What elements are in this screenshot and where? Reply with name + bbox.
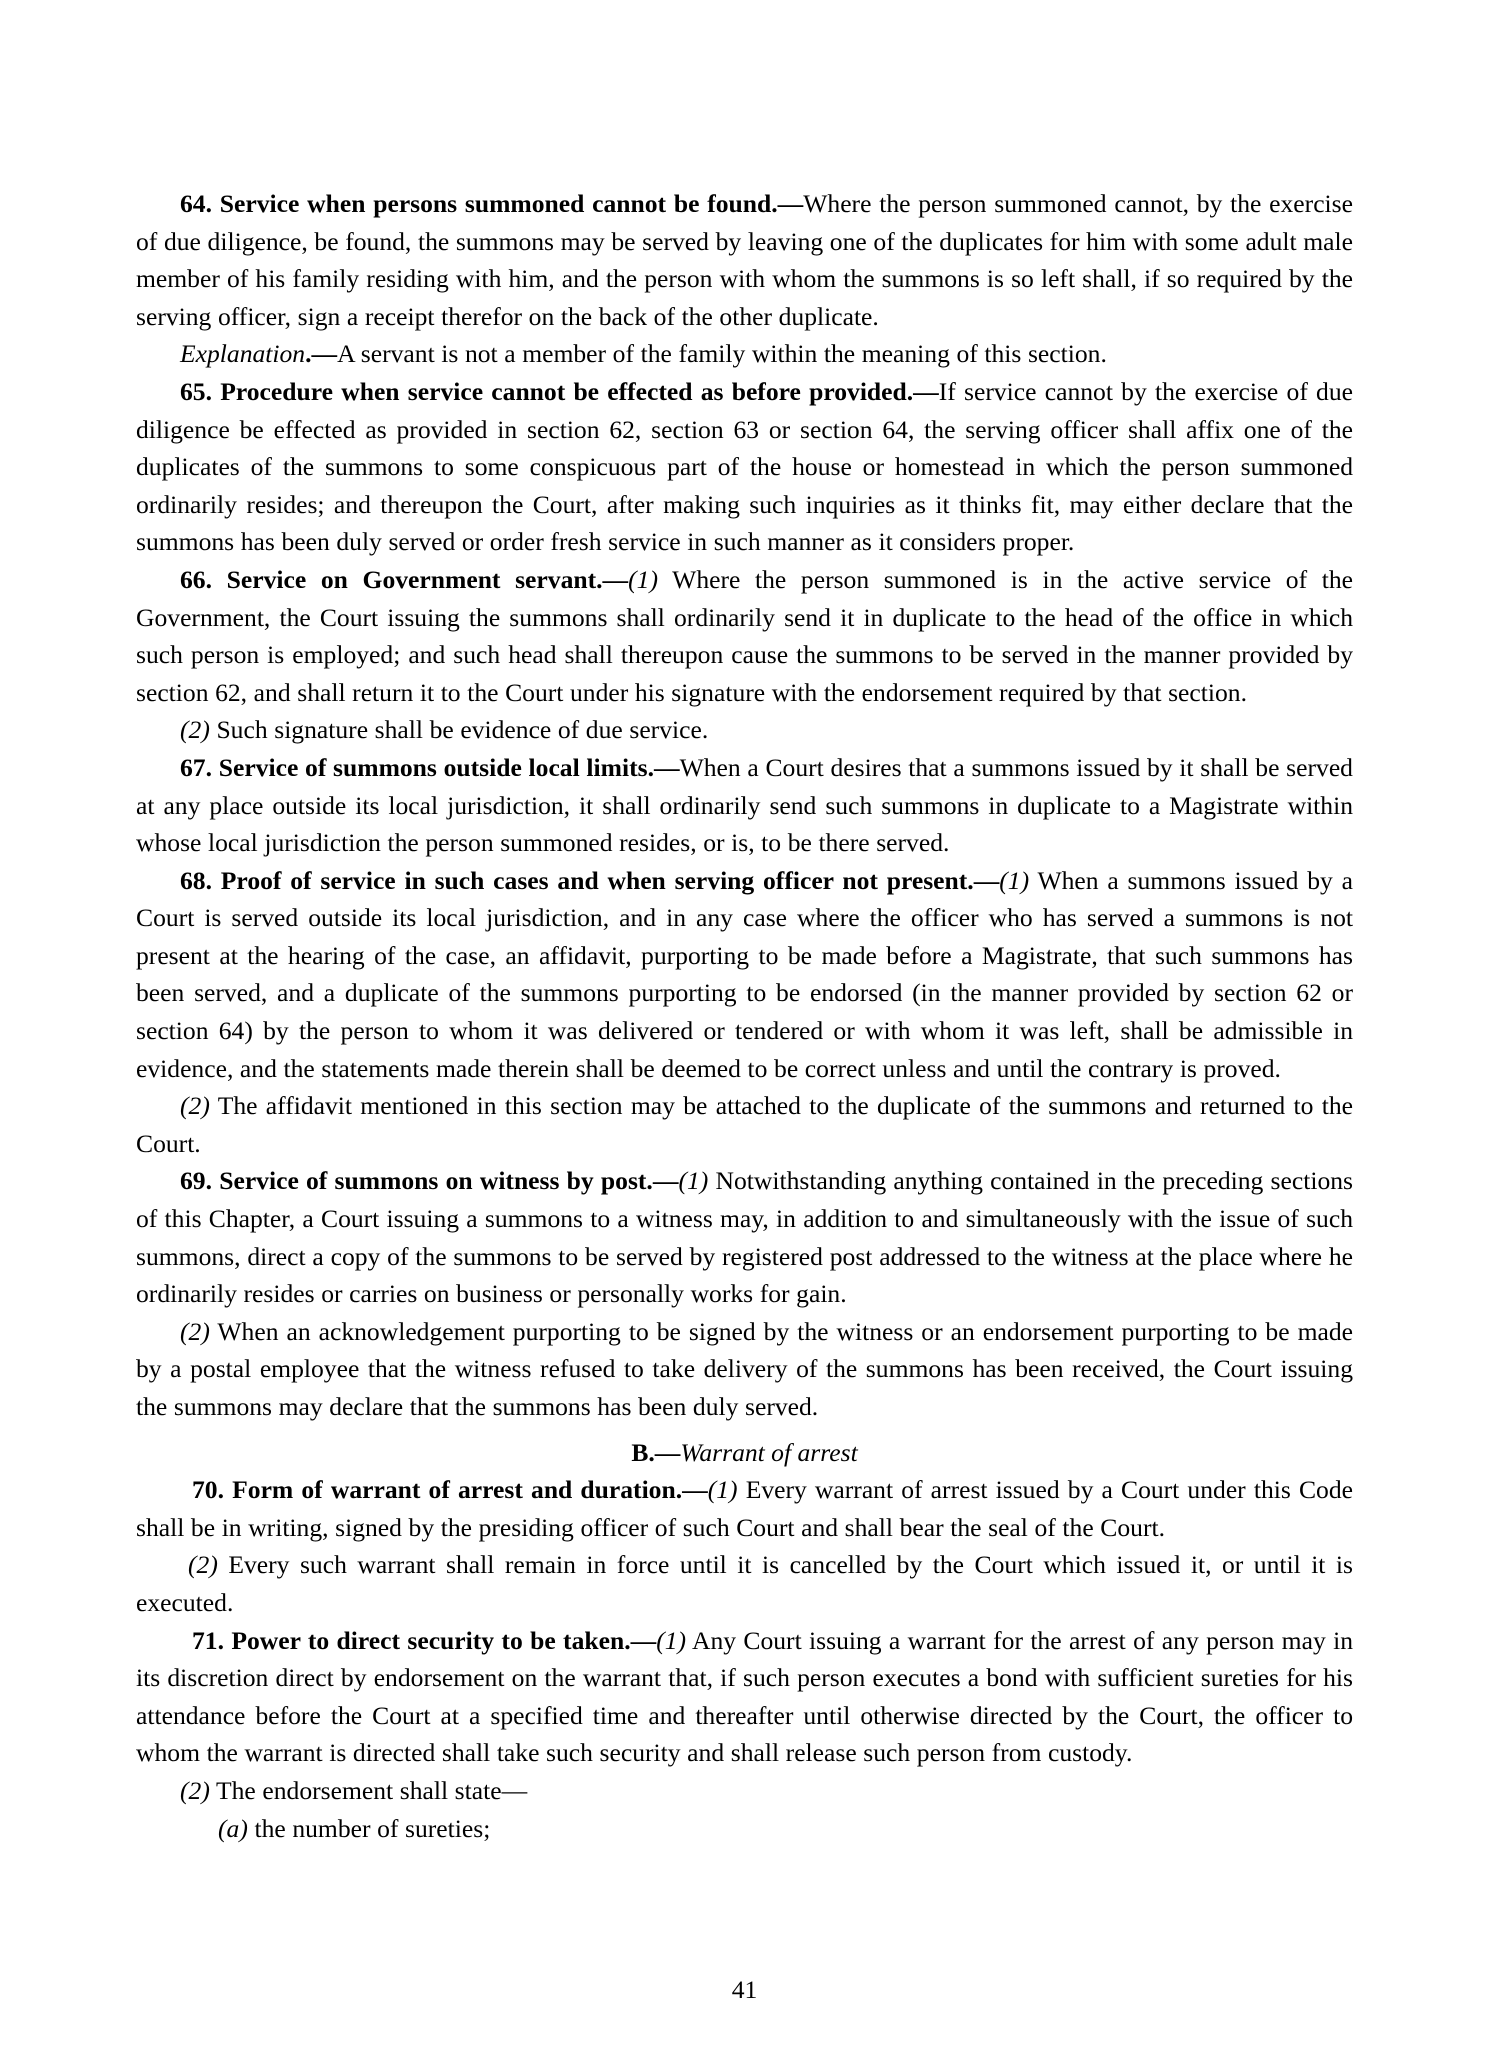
run-in-dash: — (652, 1166, 679, 1196)
subsection-number: (1) (999, 865, 1030, 895)
section-body: Where the person summoned is in the active service of the Government, the Court issuing the summons shall ordinarily send it in duplicate to the head of the office in which such person is employed; and such head shall thereupon cause the summons to be served in the manner provided by section 62, and shall return it to the Court under his signature with the endorsement required by that section. (136, 564, 1354, 707)
subsection-number: (2) (180, 1775, 210, 1805)
section-number: 71. (192, 1625, 224, 1655)
clause-body: the number of sureties; (254, 1813, 491, 1843)
section-71-subsection-2 (136, 1772, 1353, 1810)
section-70-subsection-2 (136, 1546, 1353, 1621)
part-letter: B. (631, 1437, 655, 1467)
subsection-body: Such signature shall be evidence of due service. (216, 715, 709, 745)
part-heading-b (136, 1434, 1353, 1472)
subsection-body: The endorsement shall state— (215, 1775, 528, 1805)
section-number: 64. (180, 189, 212, 218)
section-heading: Service when persons summoned cannot be found. (219, 189, 778, 218)
section-68-subsection-2 (136, 1087, 1353, 1162)
run-in-dash: — (682, 1475, 708, 1505)
section-body: Every warrant of arrest issued by a Court under this Code shall be in writing, signed by the presiding officer of such Court and shall bear the seal of the Court. (136, 1475, 1353, 1542)
section-number: 69. (180, 1166, 212, 1196)
section-number: 68. (180, 865, 212, 895)
section-body: Notwithstanding anything contained in the preceding sections of this Chapter, a Court issuing a summons to a witness may, in addition to and simultaneously with the issue of such summons, direct a copy of the summons to be served by registered post addressed to the witness at the place where he ordinarily resides or carries on business or personally works for gain. (136, 1166, 1353, 1309)
section-number: 67. (180, 752, 212, 782)
section-66-subsection-2 (136, 711, 1353, 749)
section-body: Any Court issuing a warrant for the arrest of any person may in its discretion direct by endorsement on the warrant that, if such person executes a bond with sufficient sureties for his attendance before the Court at a specified time and thereafter until otherwise directed by the Court, the officer to whom the warrant is directed shall take such security and shall release such person from custody. (136, 1625, 1353, 1768)
section-65 (136, 373, 1353, 561)
section-body: If service cannot by the exercise of due diligence be effected as provided in section 62, section 63 or section 64, the serving officer shall affix one of the duplicates of the summons to some conspicuous part of the house or homestead in which the person summoned ordinarily resides; and thereupon the Court, after making such inquiries as it thinks fit, may either declare that the summons has been duly served or order fresh service in such manner as it considers proper. (136, 376, 1354, 557)
section-heading: Service of summons on witness by post. (219, 1166, 653, 1196)
section-number: 70. (192, 1475, 224, 1505)
run-in-dash: — (653, 752, 680, 782)
subsection-number: (2) (180, 1091, 210, 1121)
run-in-dash: — (777, 189, 804, 218)
section-heading: Proof of service in such cases and when serving officer not present. (220, 865, 974, 895)
explanation-64 (136, 335, 1353, 373)
clause-letter: (a) (218, 1813, 248, 1843)
subsection-number: (2) (180, 715, 210, 745)
run-in-dash: — (630, 1625, 657, 1655)
section-number: 65. (180, 376, 212, 406)
explanation-body: A servant is not a member of the family within the meaning of this section. (337, 339, 1107, 369)
subsection-body: Every such warrant shall remain in force until it is cancelled by the Court which issued it, or until it is executed. (136, 1550, 1353, 1617)
part-title: Warrant of arrest (680, 1437, 858, 1467)
section-69 (136, 1162, 1353, 1312)
section-71-clause-a (136, 1810, 1353, 1848)
section-64 (136, 185, 1353, 335)
subsection-number: (2) (180, 1316, 210, 1346)
section-heading: Power to direct security to be taken. (231, 1625, 631, 1655)
section-67 (136, 749, 1353, 862)
section-66 (136, 561, 1353, 711)
subsection-number: (1) (707, 1475, 738, 1505)
run-in-dash: — (973, 865, 1000, 895)
section-body: When a Court desires that a summons issued by it shall be served at any place outside its local jurisdiction, it shall ordinarily send such summons in duplicate to a Magistrate within whose local jurisdiction the person summoned resides, or is, to be there served. (136, 752, 1353, 858)
section-number: 66. (180, 564, 212, 594)
section-69-subsection-2 (136, 1313, 1353, 1426)
section-71 (136, 1622, 1353, 1772)
subsection-number: (1) (628, 564, 658, 594)
subsection-number: (1) (678, 1166, 709, 1196)
explanation-label: Explanation (180, 339, 306, 369)
subsection-number: (1) (656, 1625, 687, 1655)
section-heading: Procedure when service cannot be effected as before provided. (220, 376, 914, 406)
run-in-dash: — (913, 376, 939, 406)
section-heading: Service of summons outside local limits. (218, 752, 654, 782)
subsection-body: When an acknowledgement purporting to be signed by the witness or an endorsement purporting to be made by a postal employee that the witness refused to take delivery of the summons has been received, the Court issuing the summons may declare that the summons has been duly served. (136, 1316, 1353, 1421)
run-in-dash: .— (305, 339, 338, 369)
section-body: When a summons issued by a Court is served outside its local jurisdiction, and in any case where the officer who has served a summons is not present at the hearing of the case, an affidavit, purporting to be made before a Magistrate, that such summons has been served, and a duplicate of the summons purporting to be endorsed (in the manner provided by section 62 or section 64) by the person to whom it was delivered or tendered or with whom it was left, shall be admissible in evidence, and the statements made therein shall be deemed to be correct unless and until the contrary is proved. (136, 865, 1353, 1083)
page-number: 41 (731, 1975, 758, 2004)
subsection-body: The affidavit mentioned in this section may be attached to the duplicate of the summons and returned to the Court. (136, 1091, 1353, 1158)
run-in-dash: — (602, 564, 629, 594)
section-heading: Form of warrant of arrest and duration. (232, 1475, 683, 1505)
section-heading: Service on Government servant. (226, 564, 603, 594)
text-column (136, 185, 1353, 1847)
section-body: Where the person summoned cannot, by the exercise of due diligence, be found, the summons may be served by leaving one of the duplicates for him with some adult male member of his family residing with him, and the person with whom the summons is so left shall, if so required by the serving officer, sign a receipt therefor on the back of the other duplicate. (136, 189, 1353, 331)
section-68 (136, 862, 1353, 1088)
part-dash: — (654, 1437, 681, 1467)
subsection-number: (2) (188, 1550, 218, 1580)
section-70 (136, 1471, 1353, 1546)
